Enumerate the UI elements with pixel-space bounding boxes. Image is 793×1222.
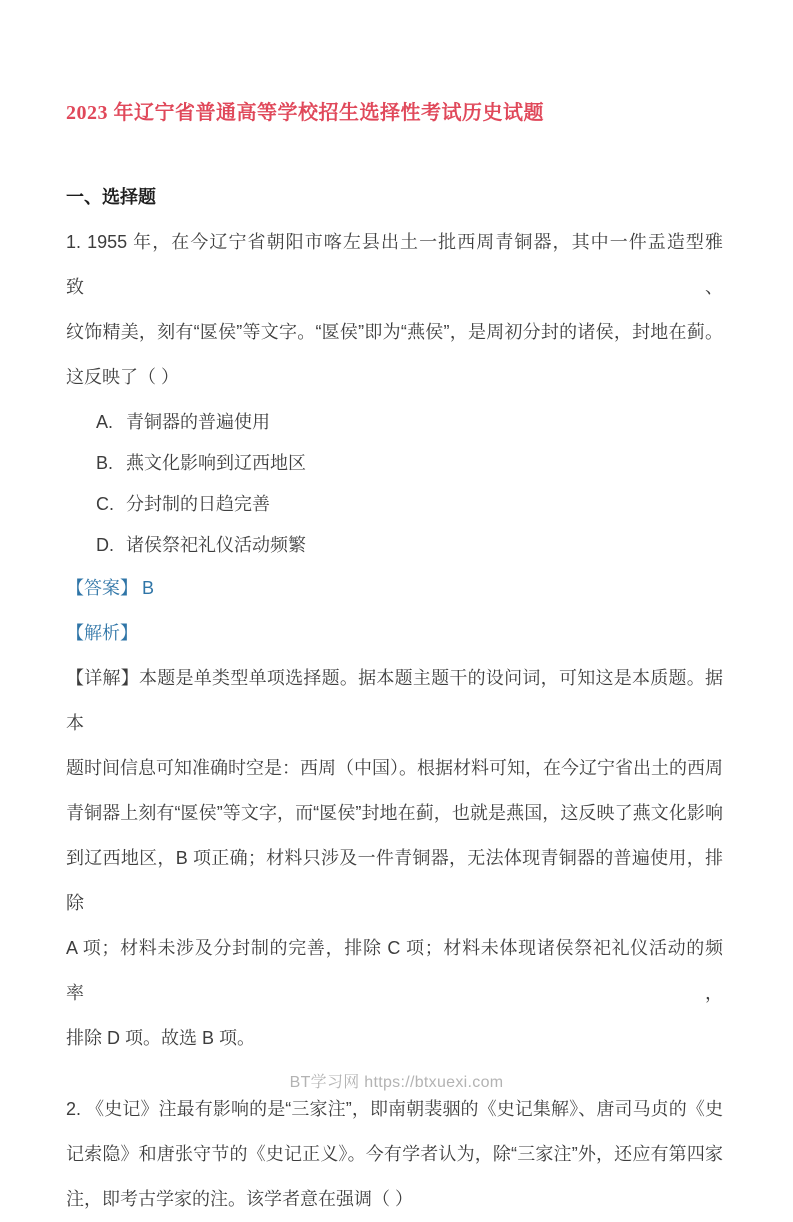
text-line: 【详解】本题是单类型单项选择题。据本题主题干的设问词，可知这是本质题。据本 — [66, 668, 723, 733]
option-a-text: 青铜器的普遍使用 — [126, 412, 270, 432]
analysis-label: 【解析】 — [66, 623, 138, 643]
answer-line — [66, 566, 723, 611]
option-a-label: A. — [96, 412, 114, 432]
option-c-text: 分封制的日趋完善 — [126, 494, 270, 514]
question-1-stem — [66, 220, 723, 400]
text-line: 纹饰精美，刻有“匽侯”等文字。“匽侯”即为“燕侯”，是周初分封的诸侯，封地在蓟。 — [66, 322, 723, 342]
option-b — [66, 443, 723, 484]
option-c — [66, 484, 723, 525]
option-a — [66, 402, 723, 443]
option-b-label: B. — [96, 453, 114, 473]
text-line: 2. 《史记》注最有影响的是“三家注”，即南朝裴骃的《史记集解》、唐司马贞的《史 — [66, 1099, 723, 1119]
answer-label: 【答案】 — [66, 578, 138, 598]
option-b-text: 燕文化影响到辽西地区 — [126, 453, 306, 473]
text-line: 到辽西地区，B 项正确；材料只涉及一件青铜器，无法体现青铜器的普遍使用，排除 — [66, 848, 723, 913]
question-2-stem — [66, 1087, 723, 1222]
text-line: 排除 D 项。故选 B 项。 — [66, 1028, 256, 1048]
text-line: 题时间信息可知准确时空是：西周（中国）。根据材料可知，在今辽宁省出土的西周 — [66, 758, 723, 778]
question-1-options — [66, 402, 723, 566]
text-line: A 项；材料未涉及分封制的完善，排除 C 项；材料未体现诸侯祭祀礼仪活动的频率， — [66, 938, 723, 1003]
text-line: 1. 1955 年，在今辽宁省朝阳市喀左县出土一批西周青铜器，其中一件盂造型雅致、 — [66, 232, 723, 297]
option-d-text: 诸侯祭祀礼仪活动频繁 — [126, 535, 306, 555]
text-line: 这反映了（ ） — [66, 367, 180, 387]
answer-value: B — [142, 578, 155, 598]
document-title: 2023 年辽宁省普通高等学校招生选择性考试历史试题 — [66, 102, 544, 124]
text-line: 记索隐》和唐张守节的《史记正义》。今有学者认为，除“三家注”外，还应有第四家 — [66, 1144, 723, 1164]
text-line: 青铜器上刻有“匽侯”等文字，而“匽侯”封地在蓟，也就是燕国，这反映了燕文化影响 — [66, 803, 723, 823]
question-1-explanation — [66, 656, 723, 1061]
option-d-label: D. — [96, 535, 114, 555]
text-line: 注，即考古学家的注。该学者意在强调（ ） — [66, 1189, 413, 1209]
option-d — [66, 525, 723, 566]
option-c-label: C. — [96, 494, 114, 514]
section-heading: 一、选择题 — [66, 187, 156, 207]
footer-watermark: BT学习网 https://btxuexi.com — [289, 1074, 504, 1091]
